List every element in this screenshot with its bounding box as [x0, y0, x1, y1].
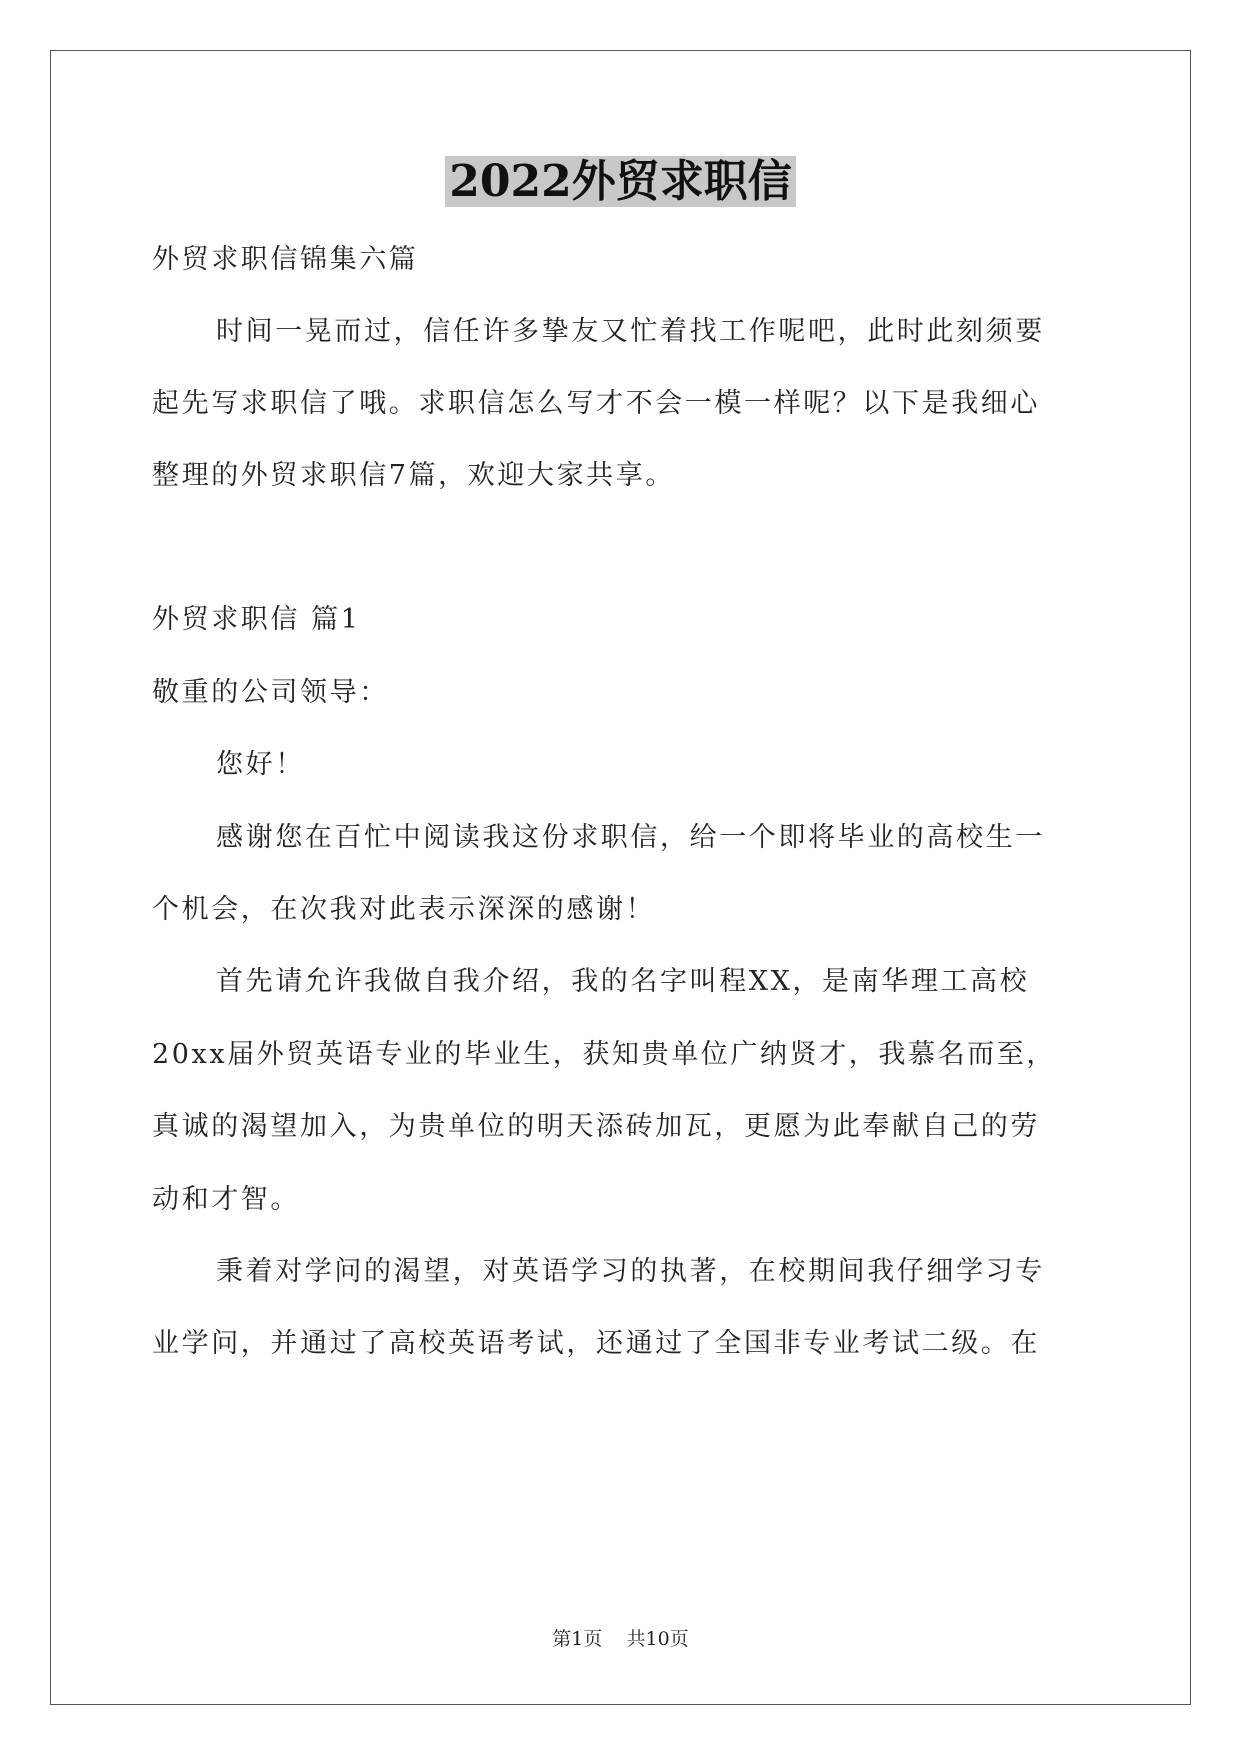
salutation: 敬重的公司领导：	[152, 677, 389, 708]
paragraph-line-3: 首先请允许我做自我介绍，我的名字叫程XX，是南华理工高校	[216, 966, 1030, 997]
intro-line-1: 时间一晃而过，信任许多挚友又忙着找工作呢吧，此时此刻须要	[216, 316, 1045, 347]
intro-line-3: 整理的外贸求职信7篇，欢迎大家共享。	[152, 460, 675, 491]
subtitle: 外贸求职信锦集六篇	[152, 244, 419, 275]
page-footer: 第1页 共10页	[552, 1628, 689, 1650]
paragraph-line-2: 个机会，在次我对此表示深深的感谢！	[152, 894, 656, 925]
section-heading: 外贸求职信 篇1	[152, 604, 361, 635]
paragraph-line-1: 感谢您在百忙中阅读我这份求职信，给一个即将毕业的高校生一	[216, 822, 1045, 853]
paragraph-line-4: 20xx届外贸英语专业的毕业生，获知贵单位广纳贤才，我慕名而至，	[152, 1039, 1057, 1070]
greeting: 您好！	[216, 749, 305, 780]
paragraph-line-7: 秉着对学问的渴望，对英语学习的执著，在校期间我仔细学习专	[216, 1256, 1045, 1287]
paragraph-line-6: 动和才智。	[152, 1184, 300, 1215]
intro-line-2: 起先写求职信了哦。求职信怎么写才不会一模一样呢？以下是我细心	[152, 388, 1040, 419]
page-border	[50, 50, 1191, 1705]
paragraph-line-8: 业学问，并通过了高校英语考试，还通过了全国非专业考试二级。在	[152, 1328, 1040, 1359]
document-title: 2022外贸求职信	[0, 152, 1241, 212]
paragraph-line-5: 真诚的渴望加入，为贵单位的明天添砖加瓦，更愿为此奉献自己的劳	[152, 1111, 1040, 1142]
